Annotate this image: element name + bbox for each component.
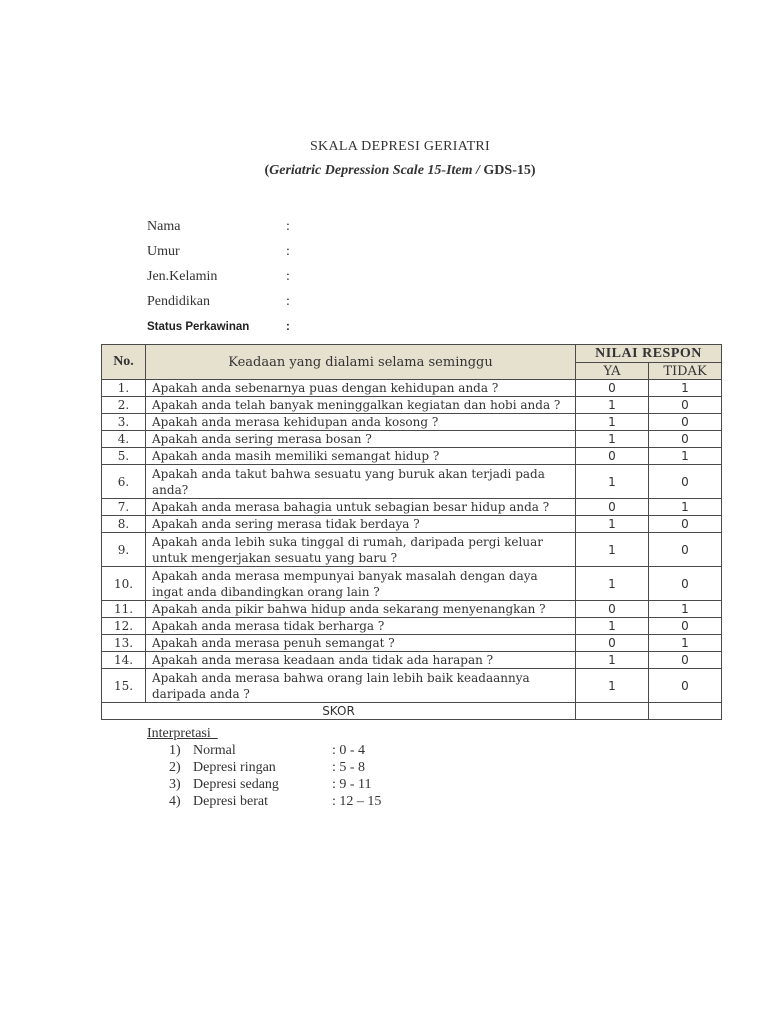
row-question: Apakah anda merasa kehidupan anda kosong ? (146, 414, 576, 431)
row-tidak-value: 1 (649, 601, 722, 618)
row-ya-value: 1 (576, 567, 649, 601)
row-tidak-value: 1 (649, 499, 722, 516)
field-colon: : (286, 244, 290, 259)
row-ya-value: 0 (576, 499, 649, 516)
row-question: Apakah anda sebenarnya puas dengan kehidupan anda ? (146, 380, 576, 397)
table-row (102, 397, 722, 414)
item-name: Depresi ringan (193, 760, 276, 775)
row-ya-value: 0 (576, 380, 649, 397)
row-number: 15. (102, 669, 146, 703)
item-range: : 5 - 8 (332, 760, 366, 775)
row-ya-value: 0 (576, 635, 649, 652)
table-row (102, 635, 722, 652)
table-row (102, 448, 722, 465)
row-ya-value: 1 (576, 465, 649, 499)
row-tidak-value: 0 (649, 465, 722, 499)
header-no: No. (102, 345, 146, 380)
row-tidak-value: 1 (649, 380, 722, 397)
interpretation-section (147, 726, 382, 811)
item-name: Normal (193, 743, 236, 758)
row-question: Apakah anda merasa bahagia untuk sebagian besar hidup anda ? (146, 499, 576, 516)
item-number: 1) (169, 743, 181, 758)
row-question: Apakah anda pikir bahwa hidup anda sekarang menyenangkan ? (146, 601, 576, 618)
item-range: : 0 - 4 (332, 743, 366, 758)
field-label: Nama (147, 219, 181, 234)
row-question: Apakah anda masih memiliki semangat hidup ? (146, 448, 576, 465)
table-row (102, 601, 722, 618)
table-row (102, 652, 722, 669)
interpretation-title: Interpretasi (147, 726, 218, 741)
row-tidak-value: 0 (649, 618, 722, 635)
row-tidak-value: 0 (649, 431, 722, 448)
row-number: 7. (102, 499, 146, 516)
item-name: Depresi sedang (193, 777, 279, 792)
row-ya-value: 1 (576, 431, 649, 448)
field-label: Pendidikan (147, 294, 210, 309)
row-number: 1. (102, 380, 146, 397)
header-tidak: TIDAK (649, 363, 722, 380)
row-ya-value: 1 (576, 414, 649, 431)
row-number: 14. (102, 652, 146, 669)
item-name: Depresi berat (193, 794, 269, 809)
row-tidak-value: 1 (649, 635, 722, 652)
row-tidak-value: 0 (649, 533, 722, 567)
item-range: : 9 - 11 (332, 777, 372, 792)
field-colon: : (286, 269, 290, 284)
row-number: 6. (102, 465, 146, 499)
row-number: 4. (102, 431, 146, 448)
field-colon: : (286, 321, 290, 333)
document-subtitle (0, 163, 768, 179)
row-question: Apakah anda merasa mempunyai banyak masalah dengan daya ingat anda dibandingkan orang lain ? (146, 567, 576, 601)
interpretation-item (147, 794, 382, 811)
row-tidak-value: 0 (649, 397, 722, 414)
row-question: Apakah anda merasa penuh semangat ? (146, 635, 576, 652)
row-question: Apakah anda takut bahwa sesuatu yang buruk akan terjadi pada anda? (146, 465, 576, 499)
row-ya-value: 1 (576, 652, 649, 669)
document-title: SKALA DEPRESI GERIATRI (309, 139, 491, 154)
row-number: 5. (102, 448, 146, 465)
row-tidak-value: 0 (649, 567, 722, 601)
row-tidak-value: 0 (649, 516, 722, 533)
table-row (102, 533, 722, 567)
field-label: Umur (147, 244, 180, 259)
item-range: : 12 – 15 (332, 794, 382, 809)
row-question: Apakah anda merasa keadaan anda tidak ada harapan ? (146, 652, 576, 669)
row-number: 10. (102, 567, 146, 601)
row-ya-value: 1 (576, 618, 649, 635)
row-tidak-value: 0 (649, 414, 722, 431)
row-number: 13. (102, 635, 146, 652)
row-number: 3. (102, 414, 146, 431)
row-number: 12. (102, 618, 146, 635)
subtitle-italic: Geriatric Depression Scale 15-Item / (269, 163, 480, 178)
row-ya-value: 0 (576, 448, 649, 465)
row-question: Apakah anda merasa bahwa orang lain lebih baik keadaannya daripada anda ? (146, 669, 576, 703)
row-question: Apakah anda merasa tidak berharga ? (146, 618, 576, 635)
skor-row (102, 703, 722, 720)
row-number: 8. (102, 516, 146, 533)
row-question: Apakah anda sering merasa tidak berdaya ? (146, 516, 576, 533)
table-row (102, 567, 722, 601)
interpretation-item (147, 743, 366, 760)
skor-label: SKOR (102, 703, 576, 720)
row-question: Apakah anda telah banyak meninggalkan kegiatan dan hobi anda ? (146, 397, 576, 414)
item-number: 4) (169, 794, 181, 809)
header-question: Keadaan yang dialami selama seminggu (146, 345, 576, 380)
table-row (102, 431, 722, 448)
table-row (102, 380, 722, 397)
row-tidak-value: 0 (649, 652, 722, 669)
row-tidak-value: 1 (649, 448, 722, 465)
row-tidak-value: 0 (649, 669, 722, 703)
item-number: 3) (169, 777, 181, 792)
row-number: 9. (102, 533, 146, 567)
table-row (102, 465, 722, 499)
table-row (102, 516, 722, 533)
gds-table (101, 344, 722, 720)
field-colon: : (286, 219, 290, 234)
row-ya-value: 1 (576, 669, 649, 703)
interpretation-item (147, 777, 372, 794)
skor-ya-cell[interactable] (576, 703, 649, 720)
row-number: 2. (102, 397, 146, 414)
table-row (102, 669, 722, 703)
row-ya-value: 0 (576, 601, 649, 618)
row-ya-value: 1 (576, 533, 649, 567)
field-label: Status Perkawinan (147, 321, 250, 333)
table-row (102, 499, 722, 516)
subtitle-open-paren: ( (264, 163, 270, 178)
interpretation-item (147, 760, 366, 777)
field-colon: : (286, 294, 290, 309)
header-ya: YA (576, 363, 649, 380)
row-question: Apakah anda sering merasa bosan ? (146, 431, 576, 448)
item-number: 2) (169, 760, 181, 775)
subtitle-normal: GDS-15) (479, 163, 536, 178)
row-number: 11. (102, 601, 146, 618)
row-ya-value: 1 (576, 397, 649, 414)
row-ya-value: 1 (576, 516, 649, 533)
field-label: Jen.Kelamin (147, 269, 218, 284)
table-row (102, 414, 722, 431)
table-row (102, 618, 722, 635)
header-response: NILAI RESPON (576, 345, 722, 363)
skor-tidak-cell[interactable] (649, 703, 722, 720)
row-question: Apakah anda lebih suka tinggal di rumah, daripada pergi keluar untuk mengerjakan sesuatu yang baru ? (146, 533, 576, 567)
